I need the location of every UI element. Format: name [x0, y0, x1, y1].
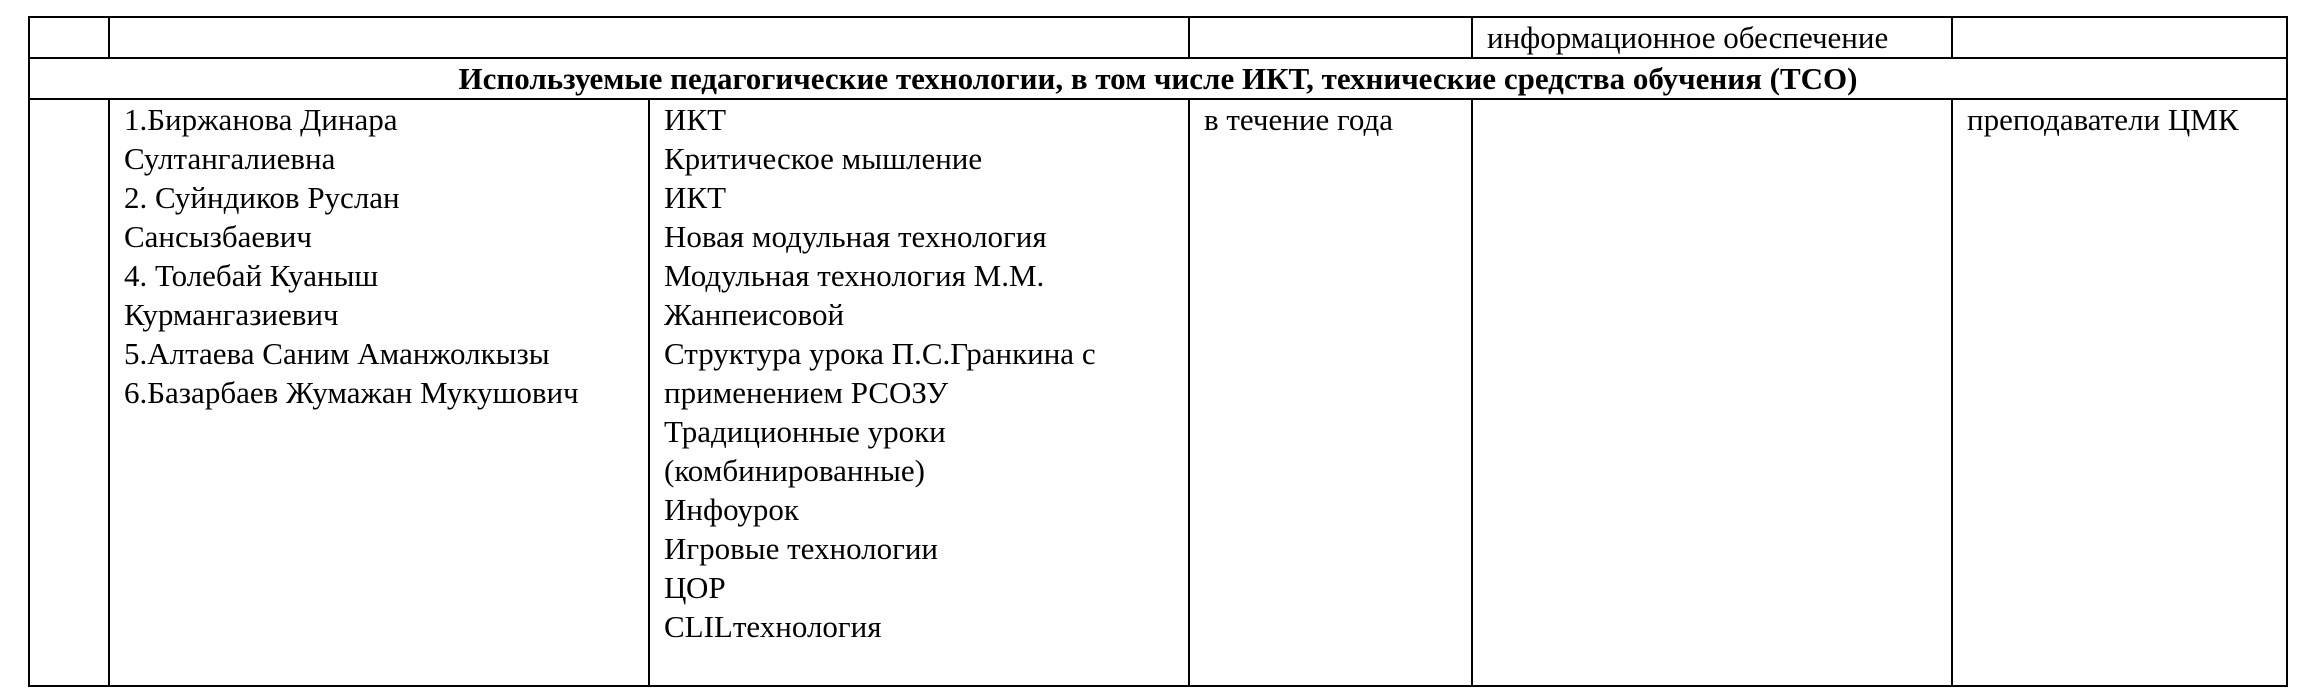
teacher-line: 4. Толебай Куаныш: [124, 258, 379, 293]
technology-line: Инфоурок: [664, 492, 799, 527]
teacher-line: Курмангазиевич: [124, 297, 339, 332]
responsible-cell: преподаватели ЦМК: [1952, 99, 2287, 686]
technology-line: Традиционные уроки: [664, 414, 946, 449]
period-cell: в течение года: [1189, 99, 1472, 686]
teacher-line: 5.Алтаева Саним Аманжолкызы: [124, 336, 550, 371]
teacher-line: 6.Базарбаев Жумажан Мукушович: [124, 375, 579, 410]
number-cell: [29, 17, 109, 58]
technology-line: Критическое мышление: [664, 141, 983, 176]
responsible-cell: [1952, 17, 2287, 58]
result-cell: информационное обеспечение: [1472, 17, 1952, 58]
technology-line: применением РСОЗУ: [664, 375, 949, 410]
technology-line: ЦОР: [664, 570, 726, 605]
technology-line: Жанпеисовой: [664, 297, 845, 332]
teacher-line: 2. Суйндиков Руслан: [124, 180, 400, 215]
teacher-line: Султангалиевна: [124, 141, 336, 176]
technology-line: ИКТ: [664, 102, 726, 137]
section-header-row: [29, 58, 2287, 99]
technology-line: CLILтехнология: [664, 609, 882, 644]
table-row: [29, 99, 2287, 686]
plan-table: [28, 16, 2288, 687]
technology-line: Игровые технологии: [664, 531, 939, 566]
technology-line: Новая модульная технология: [664, 219, 1047, 254]
technology-line: ИКТ: [664, 180, 726, 215]
table-row: [29, 17, 2287, 58]
number-cell: [29, 99, 109, 686]
teacher-line: Сансызбаевич: [124, 219, 312, 254]
section-header: Используемые педагогические технологии, в том числе ИКТ, технические средства обучения (ТСО): [29, 58, 2287, 99]
result-cell: [1472, 99, 1952, 686]
technologies-cell: [649, 99, 1189, 686]
period-cell: [1189, 17, 1472, 58]
technology-line: Структура урока П.С.Гранкина с: [664, 336, 1096, 371]
technology-line: Модульная технология М.М.: [664, 258, 1045, 293]
teacher-line: 1.Биржанова Динара: [124, 102, 398, 137]
teachers-cell: [109, 99, 649, 686]
content-cell: [109, 17, 1189, 58]
technology-line: (комбинированные): [664, 453, 925, 488]
